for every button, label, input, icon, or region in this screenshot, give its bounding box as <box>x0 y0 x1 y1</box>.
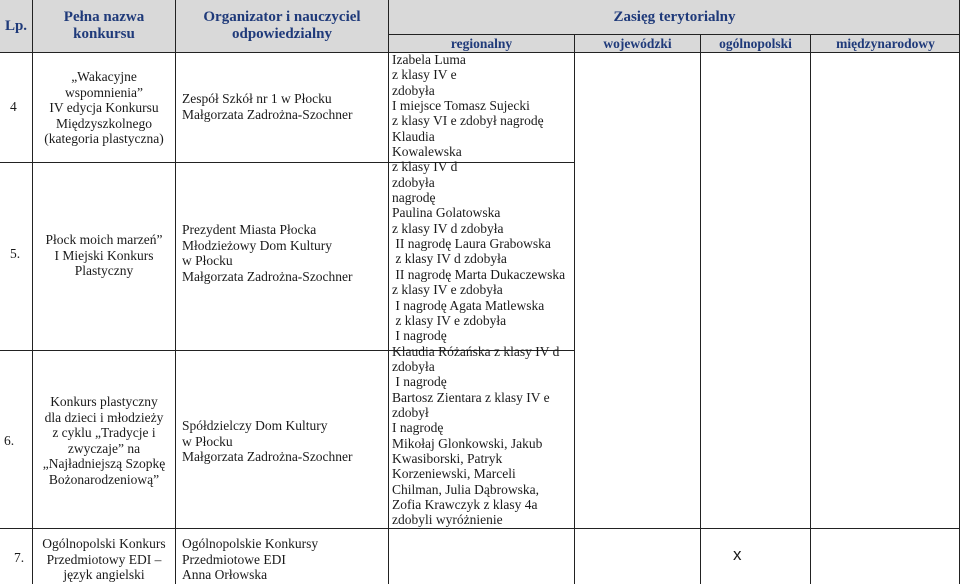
organizer: Prezydent Miasta Płocka Młodzieżowy Dom Kultury w Płocku Małgorzata Zadrożna-Szochner <box>182 222 353 284</box>
contest-name: „Wakacyjne wspomnienia” IV edycja Konkursu Międzyszkolnego (kategoria plastyczna) <box>44 69 164 146</box>
result-line: I miejsce Tomasz Sujecki <box>392 98 530 114</box>
row-number: 4 <box>10 99 17 114</box>
result-line: Korzeniewski, Marceli <box>392 466 516 482</box>
grid-line <box>700 34 701 584</box>
result-line: zdobyła <box>392 82 435 98</box>
result-line: z klasy VI e zdobył nagrodę <box>392 113 544 129</box>
contest-name: Płock moich marzeń” I Miejski Konkurs Plastyczny <box>45 232 163 278</box>
result-line: Mikołaj Glonkowski, Jakub <box>392 435 543 451</box>
header-organizer: Organizator i nauczyciel odpowiedzialny <box>176 0 388 52</box>
result-line: zdobyła <box>392 174 435 190</box>
result-line: zdobył <box>392 404 429 420</box>
result-line: Klaudia <box>392 128 435 144</box>
organizer: Ogólnopolskie Konkursy Przedmiotowe EDI Anna Orłowska <box>182 536 319 582</box>
result-line: zdobyli wyróżnienie <box>392 512 503 528</box>
header-name: Pełna nazwa konkursu <box>33 0 175 52</box>
result-line: Paulina Golatowska <box>392 205 501 221</box>
result-line: nagrodę <box>392 190 436 206</box>
result-line: I nagrodę <box>392 374 447 390</box>
grid-line <box>388 0 389 584</box>
grid-line <box>175 0 176 584</box>
result-line: z klasy IV d <box>392 159 458 175</box>
grid-line <box>0 528 960 529</box>
header-regionalny: regionalny <box>389 35 574 52</box>
result-line: Chilman, Julia Dąbrowska, <box>392 481 539 497</box>
result-line: z klasy IV d zdobyła <box>392 251 507 267</box>
result-line: Klaudia Różańska z klasy IV d <box>392 343 560 359</box>
international-mark: x <box>733 545 742 564</box>
result-line: z klasy IV d zdobyła <box>392 220 504 236</box>
contest-name: Konkurs plastyczny dla dzieci i młodzieży z cyklu „Tradycje i zwyczaje” na „Najładniejszą Szopkę Bożonarodzeniową” <box>42 394 166 487</box>
contest-name: Ogólnopolski Konkurs Przedmiotowy EDI – język angielski <box>42 536 166 582</box>
grid-line <box>574 34 575 584</box>
result-line: Kowalewska <box>392 144 462 160</box>
header-wojewodzki: wojewódzki <box>575 35 700 52</box>
result-line: zdobyła <box>392 358 435 374</box>
result-line: I nagrodę Agata Matlewska <box>392 297 545 313</box>
result-line: z klasy IV e <box>392 67 457 83</box>
result-line: z klasy IV e zdobyła <box>392 282 503 298</box>
result-line: Izabela Luma <box>392 52 466 67</box>
header-miedzynarodowy: międzynarodowy <box>811 35 960 52</box>
row-number: 7. <box>14 550 25 565</box>
organizer: Spółdzielczy Dom Kultury w Płocku Małgorzata Zadrożna-Szochner <box>182 418 353 464</box>
result-line: II nagrodę Laura Grabowska <box>392 236 551 252</box>
result-line: z klasy IV e zdobyła <box>392 312 507 328</box>
organizer: Zespół Szkół nr 1 w Płocku Małgorzata Zadrożna-Szochner <box>182 91 353 122</box>
grid-line <box>810 34 811 584</box>
row-number: 6. <box>4 433 15 448</box>
header-lp: Lp. <box>0 0 32 52</box>
row-number: 5. <box>10 246 21 261</box>
result-line: I nagrodę <box>392 420 444 436</box>
result-line: I nagrodę <box>392 328 447 344</box>
result-line: Kwasiborski, Patryk <box>392 450 503 466</box>
results-list <box>392 52 572 528</box>
result-line: Bartosz Zientara z klasy IV e <box>392 389 550 405</box>
result-line: Zofia Krawczyk z klasy 4a <box>392 496 538 512</box>
result-line: II nagrodę Marta Dukaczewska <box>392 266 566 282</box>
grid-line <box>388 34 960 35</box>
header-ogolnopolski: ogólnopolski <box>701 35 810 52</box>
header-scope: Zasięg terytorialny <box>389 0 960 34</box>
